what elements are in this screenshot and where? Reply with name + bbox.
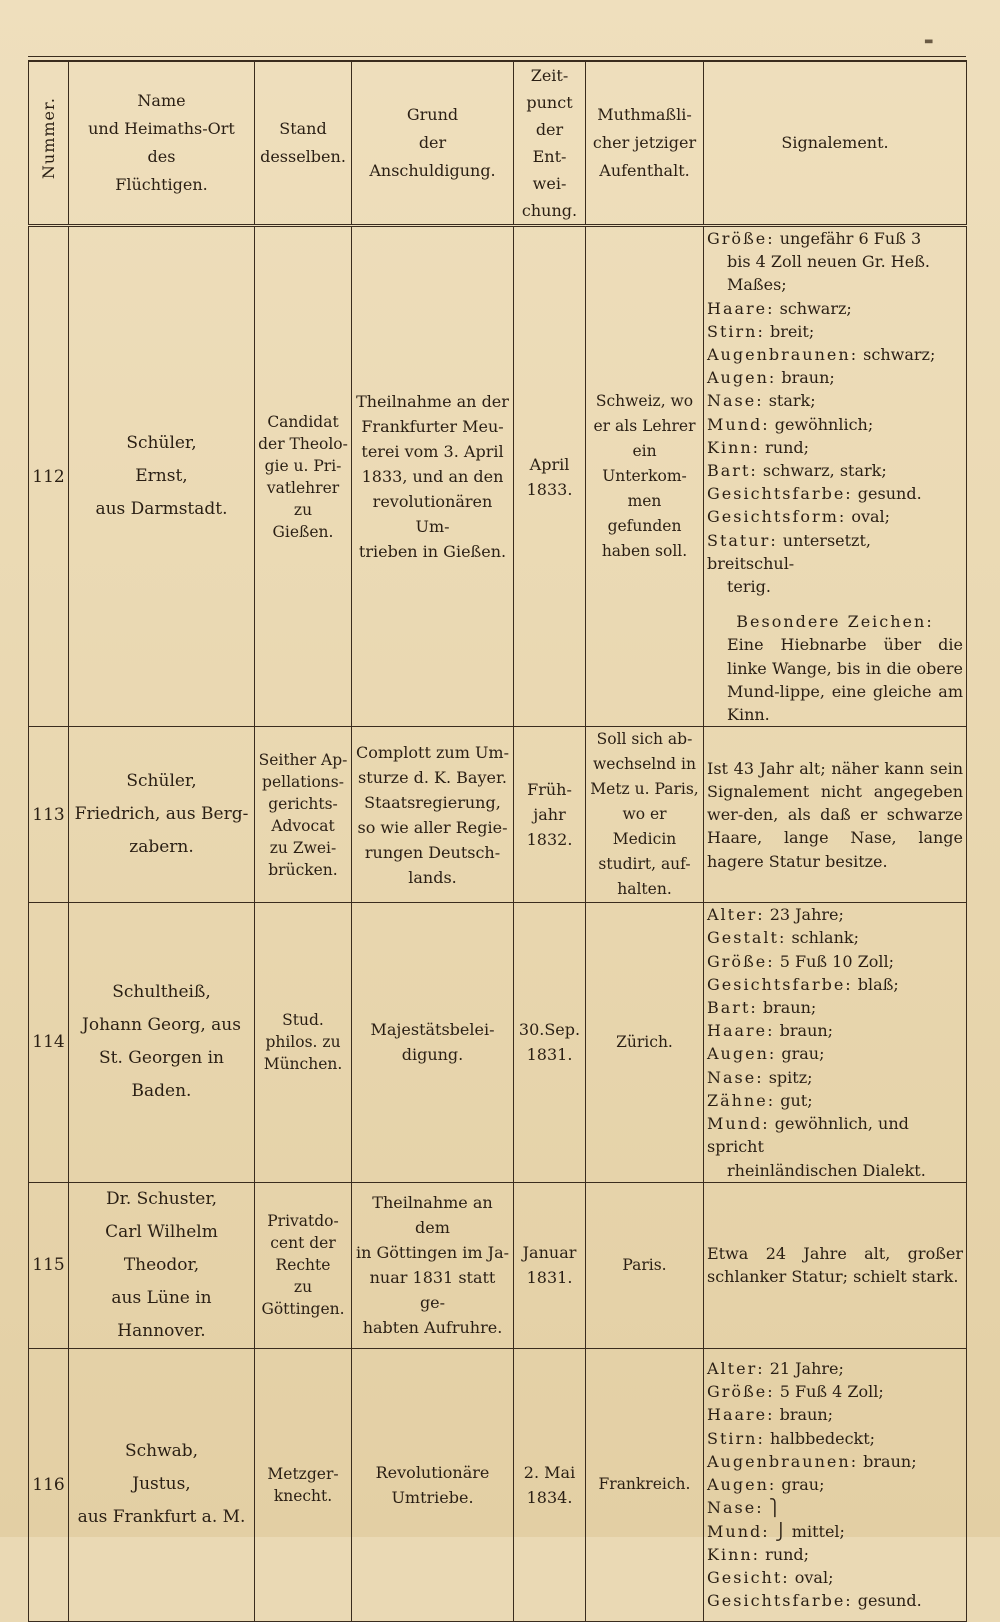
- fugitive-name: Schüler, Ernst, aus Darmstadt.: [69, 226, 255, 727]
- signalement-text: Etwa 24 Jahre alt, großer schlanker Statur; schielt stark.: [707, 1244, 963, 1287]
- signalement-value: grau;: [776, 1044, 825, 1064]
- signalement-key: Statur:: [707, 530, 778, 550]
- header-zeit: Zeit- punct der Ent- wei- chung.: [514, 61, 586, 226]
- header-stand: Stand desselben.: [255, 61, 352, 226]
- accusation-reason: Complott zum Um- sturze d. K. Bayer. Staatsregierung, so wie aller Regie- rungen Deutsch- lands.: [352, 727, 514, 903]
- signalement-value: spitz;: [763, 1067, 813, 1087]
- signalement-key: Gestalt:: [707, 928, 787, 948]
- signalement-text: Ist 43 Jahr alt; näher kann sein Signalement nicht angegeben wer-den, als daß er schwarze Haare, lange Nase, lange hagere Statur besitze.: [707, 758, 963, 871]
- signalement-line: [707, 1159, 963, 1182]
- signalement-line: [707, 1380, 963, 1403]
- signalement-key: Gesichtsfarbe:: [707, 1591, 853, 1611]
- signalement-value: 5 Fuß 4 Zoll;: [774, 1382, 884, 1402]
- fugitive-name: Schwab, Justus, aus Frankfurt a. M.: [69, 1348, 255, 1621]
- fugitive-name: Schüler, Friedrich, aus Berg- zabern.: [69, 727, 255, 903]
- escape-date: April 1833.: [514, 226, 586, 727]
- signalement-value: braun;: [858, 1451, 917, 1471]
- signalement-line: [707, 1066, 963, 1089]
- signalement-value: ⎫: [763, 1498, 781, 1518]
- signalement-value: grau;: [776, 1475, 825, 1495]
- signalement-line: [707, 1089, 963, 1112]
- header-ort: Muthmaßli- cher jetziger Aufenthalt.: [586, 61, 704, 226]
- signalement-key: Nase:: [707, 1498, 764, 1518]
- signalement-line: [707, 366, 963, 389]
- signalement-value: gut;: [775, 1090, 813, 1110]
- signalement-line: [707, 505, 963, 528]
- signalement-value: gewöhnlich;: [769, 414, 874, 434]
- signalement-line: [707, 996, 963, 1019]
- signalement-value: halbbedeckt;: [764, 1428, 876, 1448]
- signalement-line: [707, 436, 963, 459]
- signalement-key: Haare:: [707, 1405, 775, 1425]
- signalement-value: rund;: [760, 1544, 810, 1564]
- signalement-key: Gesichtsfarbe:: [707, 974, 853, 994]
- header-name: Name und Heimaths-Ort des Flüchtigen.: [69, 61, 255, 226]
- paper-speck: ▬: [924, 36, 934, 47]
- presumed-location: Paris.: [586, 1182, 704, 1348]
- signalement-value: stark;: [763, 391, 816, 411]
- signalement-key: Stirn:: [707, 1428, 765, 1448]
- signalement-value: schwarz;: [858, 345, 936, 365]
- signalement-value: oval;: [846, 507, 891, 527]
- presumed-location: Schweiz, wo er als Lehrer ein Unterkom- men gefunden haben soll.: [586, 226, 704, 727]
- signalement-value: Maßes;: [727, 275, 787, 295]
- fugitive-name: Schultheiß, Johann Georg, aus St. Georgen in Baden.: [69, 903, 255, 1182]
- signalement-key: Mund:: [707, 414, 770, 434]
- special-marks-text: Eine Hiebnarbe über die linke Wange, bis in die obere Mund-lippe, eine gleiche am Kinn.: [727, 635, 963, 725]
- accusation-reason: Theilnahme an der Frankfurter Meu- terei vom 3. April 1833, und an den revolutionären Um- trieben in Gießen.: [352, 226, 514, 727]
- fugitive-occupation: Privatdo- cent der Rechte zu Göttingen.: [255, 1182, 352, 1348]
- header-grund: Grund der Anschuldigung.: [352, 61, 514, 226]
- signalement-key: Augenbraunen:: [707, 345, 859, 365]
- signalement-line: [707, 1427, 963, 1450]
- signalement-key: Bart:: [707, 461, 758, 481]
- signalement-line: [707, 273, 963, 296]
- table-row: [29, 226, 967, 727]
- signalement-key: Augen:: [707, 368, 777, 388]
- signalement-value: rheinländischen Dialekt.: [727, 1160, 926, 1180]
- signalement-line: [707, 482, 963, 505]
- signalement-line: [707, 1496, 963, 1519]
- escape-date: Früh- jahr 1832.: [514, 727, 586, 903]
- escape-date: Januar 1831.: [514, 1182, 586, 1348]
- signalement-value: schwarz, stark;: [757, 461, 887, 481]
- escape-date: 30.Sep. 1831.: [514, 903, 586, 1182]
- signalement-key: Alter:: [707, 1359, 765, 1379]
- signalement-key: Alter:: [707, 905, 765, 925]
- table-row: [29, 1182, 967, 1348]
- signalement-line: [707, 950, 963, 973]
- escape-date: 2. Mai 1834.: [514, 1348, 586, 1621]
- signalement-value: blaß;: [852, 974, 899, 994]
- signalement-line: [707, 575, 963, 598]
- description-signalement: [704, 226, 967, 727]
- signalement-value: terig.: [727, 577, 771, 597]
- fugitives-register-table: [28, 60, 967, 1622]
- special-marks-heading: Besondere Zeichen:: [736, 612, 934, 632]
- description-signalement: [704, 1348, 967, 1621]
- signalement-line: [707, 250, 963, 273]
- accusation-reason: Theilnahme an dem in Göttingen im Ja- nuar 1831 statt ge- habten Aufruhre.: [352, 1182, 514, 1348]
- description-signalement: [704, 903, 967, 1182]
- signalement-line: [707, 389, 963, 412]
- signalement-line: [707, 973, 963, 996]
- signalement-key: Nase:: [707, 1067, 764, 1087]
- signalement-key: Größe:: [707, 229, 775, 248]
- signalement-line: [707, 1403, 963, 1426]
- entry-number: 114: [29, 903, 69, 1182]
- fugitive-occupation: Stud. philos. zu München.: [255, 903, 352, 1182]
- signalement-line: [707, 1473, 963, 1496]
- header-number-label: Nummer.: [38, 97, 58, 180]
- signalement-value: oval;: [789, 1567, 834, 1587]
- signalement-key: Mund:: [707, 1521, 770, 1541]
- signalement-key: Bart:: [707, 998, 758, 1018]
- signalement-value: braun;: [774, 1021, 834, 1041]
- signalement-line: [707, 343, 963, 366]
- signalement-value: untersetzt, breitschul-: [707, 530, 871, 573]
- signalement-line: [707, 1450, 963, 1473]
- signalement-value: braun;: [757, 998, 817, 1018]
- signalement-value: braun;: [774, 1405, 834, 1425]
- signalement-key: Mund:: [707, 1114, 770, 1134]
- signalement-key: Kinn:: [707, 1544, 761, 1564]
- signalement-value: 5 Fuß 10 Zoll;: [774, 951, 894, 971]
- description-signalement: [704, 727, 967, 903]
- signalement-key: Gesichtsform:: [707, 507, 847, 527]
- signalement-value: schlank;: [786, 928, 859, 948]
- header-row: [29, 61, 967, 226]
- fugitive-occupation: Candidat der Theolo- gie u. Pri- vatlehrer zu Gießen.: [255, 226, 352, 727]
- signalement-value: schwarz;: [774, 298, 852, 318]
- signalement-value: bis 4 Zoll neuen Gr. Heß.: [727, 252, 930, 272]
- fugitive-occupation: Metzger- knecht.: [255, 1348, 352, 1621]
- signalement-key: Augenbraunen:: [707, 1451, 859, 1471]
- signalement-line: [707, 1566, 963, 1589]
- signalement-value: gewöhnlich, und spricht: [707, 1114, 909, 1157]
- signalement-value: ⎭ mittel;: [769, 1521, 845, 1541]
- presumed-location: Zürich.: [586, 903, 704, 1182]
- signalement-line: [707, 1543, 963, 1566]
- presumed-location: Soll sich ab- wechselnd in Metz u. Paris, wo er Medicin studirt, auf- halten.: [586, 727, 704, 903]
- accusation-reason: Majestätsbelei- digung.: [352, 903, 514, 1182]
- signalement-key: Gesichtsfarbe:: [707, 484, 853, 504]
- header-cell-number: [29, 61, 69, 226]
- signalement-key: Augen:: [707, 1044, 777, 1064]
- signalement-value: breit;: [764, 321, 815, 341]
- signalement-value: gesund.: [852, 484, 922, 504]
- signalement-line: [707, 297, 963, 320]
- entry-number: 112: [29, 226, 69, 727]
- accusation-reason: Revolutionäre Umtriebe.: [352, 1348, 514, 1621]
- presumed-location: Frankreich.: [586, 1348, 704, 1621]
- signalement-line: [707, 903, 963, 926]
- top-rule: [28, 56, 966, 57]
- signalement-line: [707, 1112, 963, 1158]
- signalement-value: gesund.: [852, 1591, 922, 1611]
- header-signalement: Signalement.: [704, 61, 967, 226]
- table-row: [29, 903, 967, 1182]
- signalement-key: Gesicht:: [707, 1567, 790, 1587]
- entry-number: 113: [29, 727, 69, 903]
- signalement-key: Zähne:: [707, 1090, 776, 1110]
- signalement-line: [707, 1042, 963, 1065]
- signalement-value: 21 Jahre;: [764, 1359, 844, 1379]
- signalement-key: Stirn:: [707, 321, 765, 341]
- signalement-key: Nase:: [707, 391, 764, 411]
- signalement-line: [707, 529, 963, 575]
- signalement-line: [707, 459, 963, 482]
- signalement-key: Haare:: [707, 298, 775, 318]
- signalement-line: [707, 1589, 963, 1612]
- signalement-line: [707, 1520, 963, 1543]
- fugitive-name: Dr. Schuster, Carl Wilhelm Theodor, aus Lüne in Hannover.: [69, 1182, 255, 1348]
- signalement-line: [707, 926, 963, 949]
- signalement-key: Augen:: [707, 1475, 777, 1495]
- signalement-key: Größe:: [707, 1382, 775, 1402]
- table-row: [29, 1348, 967, 1621]
- signalement-key: Kinn:: [707, 437, 761, 457]
- signalement-line: [707, 1019, 963, 1042]
- signalement-line: [707, 1357, 963, 1380]
- entry-number: 116: [29, 1348, 69, 1621]
- table-row: [29, 727, 967, 903]
- description-signalement: [704, 1182, 967, 1348]
- signalement-value: ungefähr 6 Fuß 3: [774, 229, 922, 248]
- fugitive-occupation: Seither Ap- pellations- gerichts- Advocat zu Zwei- brücken.: [255, 727, 352, 903]
- entry-number: 115: [29, 1182, 69, 1348]
- signalement-key: Größe:: [707, 951, 775, 971]
- signalement-value: rund;: [760, 437, 810, 457]
- signalement-line: [707, 320, 963, 343]
- signalement-line: [707, 227, 963, 250]
- signalement-value: 23 Jahre;: [764, 905, 844, 925]
- signalement-line: [707, 413, 963, 436]
- signalement-key: Haare:: [707, 1021, 775, 1041]
- signalement-value: braun;: [776, 368, 835, 388]
